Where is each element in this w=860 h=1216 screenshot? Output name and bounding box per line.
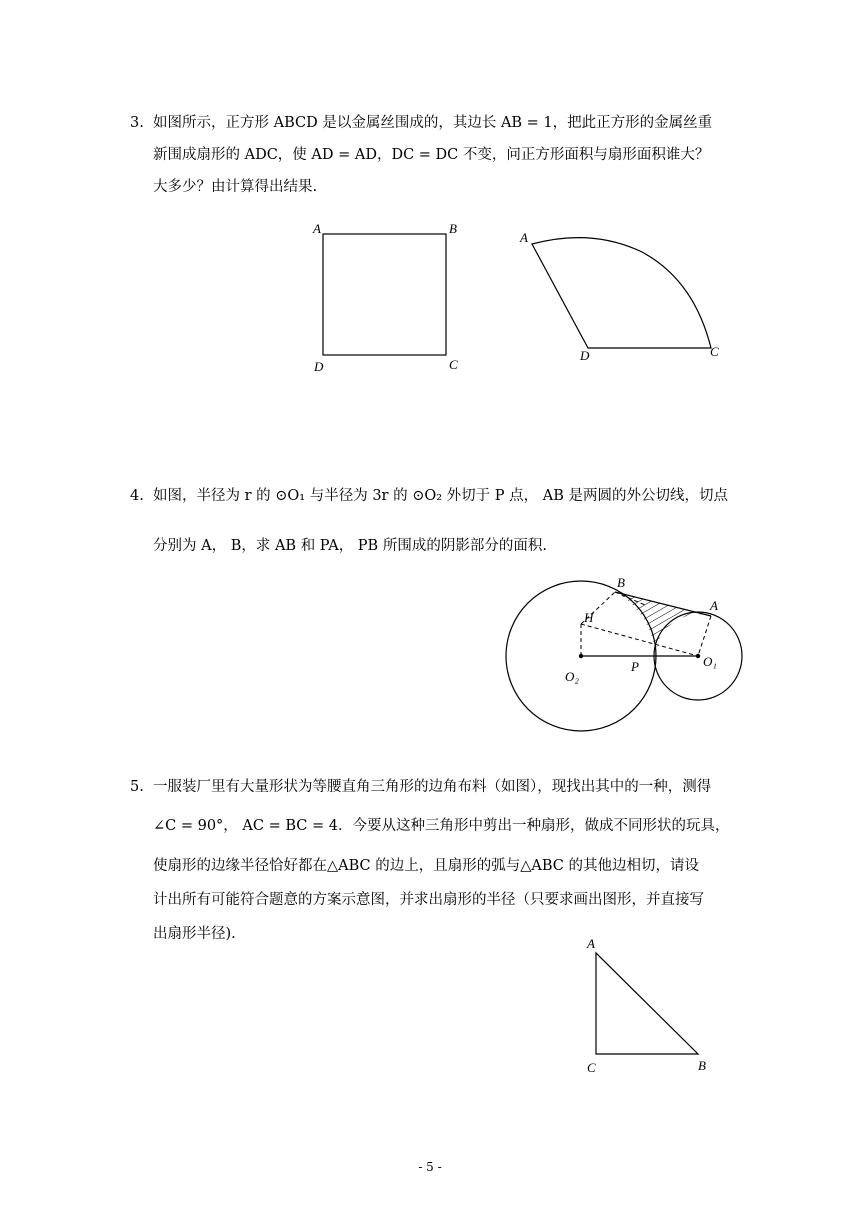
- label-circles-a: A: [710, 598, 718, 613]
- figure-tangent-circles: [506, 575, 742, 731]
- problem-3-line-3: 大多少？由计算得出结果.: [153, 179, 318, 195]
- label-sector-d: D: [580, 348, 590, 363]
- problem-5-line-5: 出扇形半径).: [153, 926, 236, 942]
- label-triangle-a: A: [587, 936, 595, 951]
- label-square-d: D: [314, 359, 324, 374]
- label-circles-p: P: [631, 659, 639, 674]
- problem-4-line-1: 如图，半径为 r 的 ⊙O₁ 与半径为 3r 的 ⊙O₂ 外切于 P 点， AB 是两圆的外公切线，切点: [153, 488, 728, 504]
- label-sector-c: C: [710, 344, 719, 359]
- figure-right-triangle: [586, 936, 706, 1075]
- problem-4-number: 4.: [130, 488, 144, 504]
- figure-square: [312, 221, 458, 374]
- problem-5-line-4: 计出所有可能符合题意的方案示意图，并求出扇形的半径（只要求画出图形，并直接写: [153, 892, 704, 908]
- problem-5-line-2: ∠C = 90°， AC = BC = 4．今要从这种三角形中剪出一种扇形，做成不同形状的玩具，: [153, 818, 730, 834]
- problem-5-line-1: 一服装厂里有大量形状为等腰直角三角形的边角布料（如图），现找出其中的一种，测得: [153, 779, 712, 795]
- figure-sector: [519, 230, 719, 363]
- label-triangle-c: C: [587, 1060, 596, 1075]
- problem-3-line-1: 如图所示，正方形 ABCD 是以金属丝围成的，其边长 AB = 1，把此正方形的金属丝重: [153, 115, 713, 131]
- label-circles-o1: O₁: [703, 654, 717, 669]
- label-circles-o2: O₂: [565, 669, 579, 684]
- problem-3-line-2: 新围成扇形的 ADC，使 AD = AD，DC = DC 不变，问正方形面积与扇形面积谁大？: [153, 147, 710, 163]
- page-number: - 5 -: [418, 1160, 442, 1174]
- label-triangle-b: B: [698, 1058, 706, 1073]
- problem-5-number: 5.: [130, 779, 144, 795]
- label-sector-a: A: [520, 230, 528, 245]
- problem-5-line-3: 使扇形的边缘半径恰好都在△ABC 的边上，且扇形的弧与△ABC 的其他边相切，请设: [153, 858, 699, 874]
- label-circles-b: B: [617, 575, 625, 590]
- label-square-c: C: [449, 357, 458, 372]
- label-square-a: A: [313, 221, 321, 236]
- label-circles-h: H: [584, 610, 594, 625]
- label-square-b: B: [449, 221, 457, 236]
- problem-4-line-2: 分别为 A， B，求 AB 和 PA， PB 所围成的阴影部分的面积.: [153, 538, 547, 554]
- problem-3-number: 3.: [130, 115, 144, 131]
